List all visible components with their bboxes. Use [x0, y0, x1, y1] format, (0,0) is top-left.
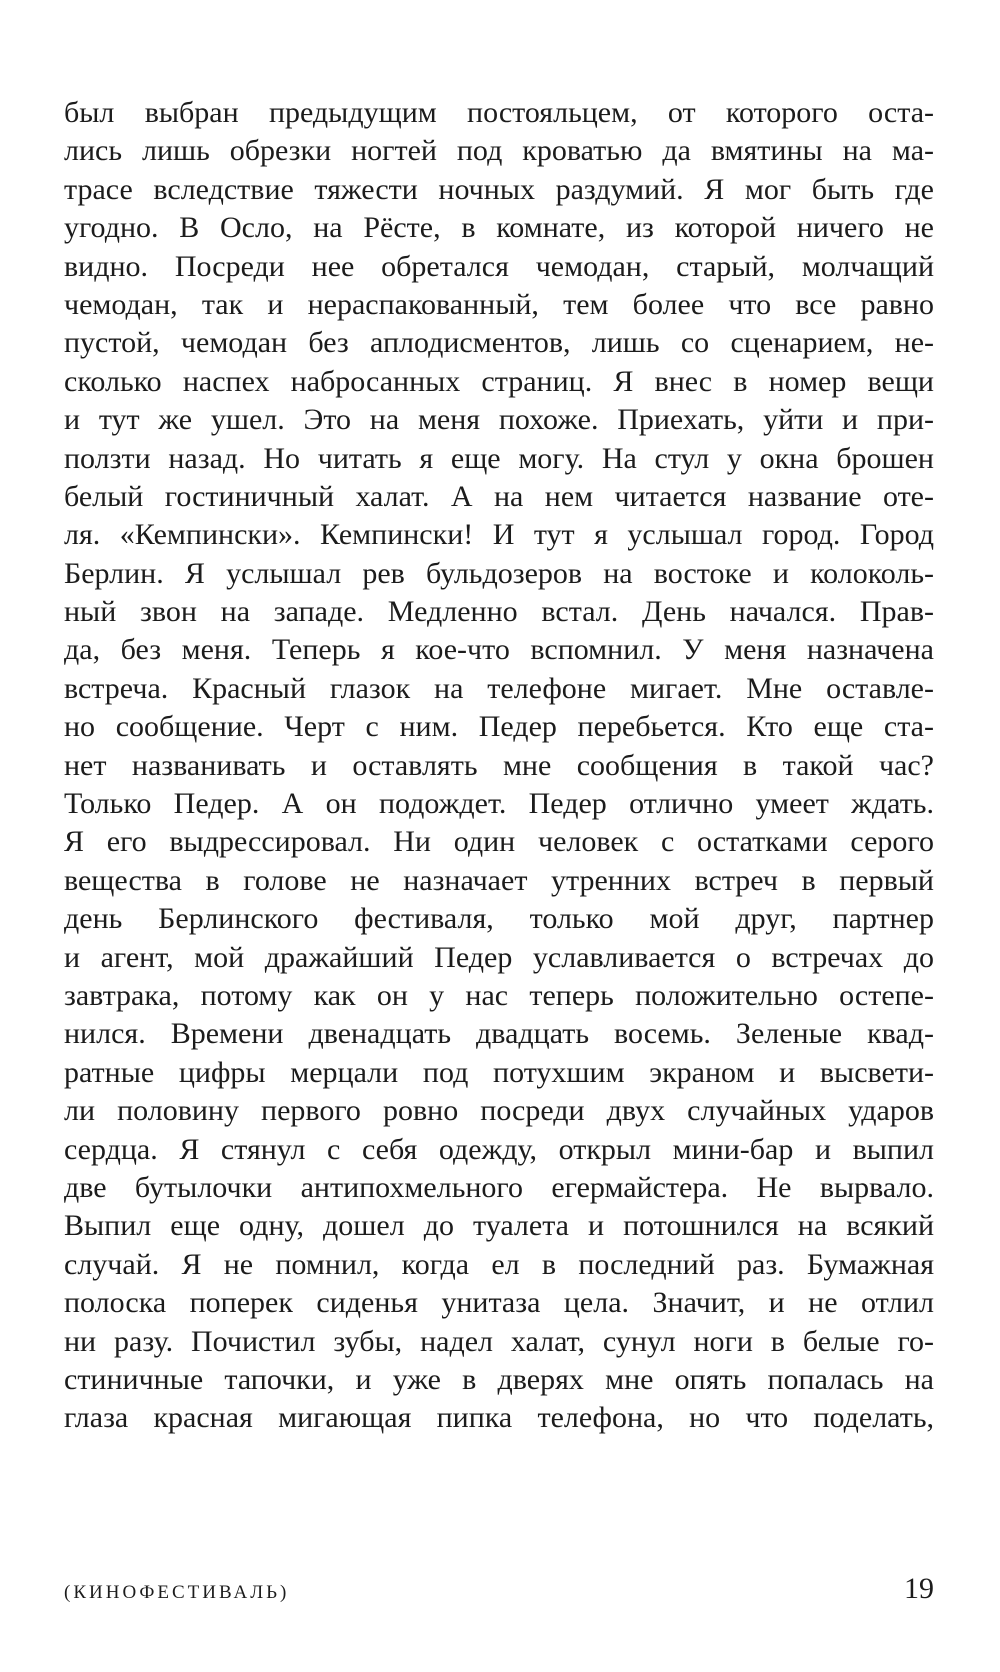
text-line: ля. «Кемпински». Кемпински! И тут я услышал город. Город: [64, 518, 934, 552]
text-line: завтрака, потому как он у нас теперь положительно остепе-: [64, 978, 934, 1012]
text-line: был выбран предыдущим постояльцем, от которого оста-: [64, 96, 934, 129]
running-head: (КИНОФЕСТИВАЛЬ): [64, 1582, 290, 1603]
text-line: ли половину первого ровно посреди двух случайных ударов: [64, 1094, 934, 1128]
text-line: нет названивать и оставлять мне сообщения в такой час?: [64, 748, 934, 782]
text-line: пустой, чемодан без аплодисментов, лишь со сценарием, не-: [64, 326, 934, 360]
text-line: случай. Я не помнил, когда ел в последний раз. Бумажная: [64, 1247, 934, 1281]
text-line: лись лишь обрезки ногтей под кроватью да вмятины на ма-: [64, 134, 934, 168]
text-line: ползти назад. Но читать я еще могу. На стул у окна брошен: [64, 441, 934, 475]
text-line: Выпил еще одну, дошел до туалета и потошнился на всякий: [64, 1209, 934, 1243]
text-line: и агент, мой дражайший Педер уславливается о встречах до: [64, 940, 934, 974]
text-line: белый гостиничный халат. А на нем читается название оте-: [64, 479, 934, 513]
page-number: 19: [904, 1572, 934, 1605]
text-line: Только Педер. А он подождет. Педер отлично умеет ждать.: [64, 787, 934, 821]
text-line: стиничные тапочки, и уже в дверях мне опять попалась на: [64, 1362, 934, 1396]
text-line: и тут же ушел. Это на меня похоже. Приехать, уйти и при-: [64, 403, 934, 437]
text-line: день Берлинского фестиваля, только мой друг, партнер: [64, 902, 934, 936]
text-line: вещества в голове не назначает утренних встреч в первый: [64, 863, 934, 897]
page-footer: [64, 1572, 934, 1612]
text-line: но сообщение. Черт с ним. Педер перебьется. Кто еще ста-: [64, 710, 934, 744]
text-line: нился. Времени двенадцать двадцать восемь. Зеленые квад-: [64, 1017, 934, 1051]
text-line: сколько наспех набросанных страниц. Я внес в номер вещи: [64, 364, 934, 398]
body-text: [64, 94, 934, 1438]
text-line: да, без меня. Теперь я кое-что вспомнил. У меня назначена: [64, 633, 934, 667]
text-line: Берлин. Я услышал рев бульдозеров на востоке и колоколь-: [64, 556, 934, 590]
text-line: две бутылочки антипохмельного егермайстера. Не вырвало.: [64, 1170, 934, 1204]
text-line: угодно. В Осло, на Рёсте, в комнате, из которой ничего не: [64, 211, 934, 245]
text-line: видно. Посреди нее обретался чемодан, старый, молчащий: [64, 249, 934, 283]
text-line: ни разу. Почистил зубы, надел халат, сунул ноги в белые го-: [64, 1324, 934, 1358]
text-line: трасе вследствие тяжести ночных раздумий. Я мог быть где: [64, 172, 934, 206]
text-line: ный звон на западе. Медленно встал. День начался. Прав-: [64, 595, 934, 629]
text-line: встреча. Красный глазок на телефоне мигает. Мне оставле-: [64, 671, 934, 705]
text-line: глаза красная мигающая пипка телефона, но что поделать,: [64, 1401, 934, 1435]
text-line: сердца. Я стянул с себя одежду, открыл мини-бар и выпил: [64, 1132, 934, 1166]
text-line: Я его выдрессировал. Ни один человек с остатками серого: [64, 825, 934, 859]
text-line: полоска поперек сиденья унитаза цела. Значит, и не отлил: [64, 1286, 934, 1320]
text-line: чемодан, так и нераспакованный, тем более что все равно: [64, 287, 934, 321]
text-line: ратные цифры мерцали под потухшим экраном и высвети-: [64, 1055, 934, 1089]
